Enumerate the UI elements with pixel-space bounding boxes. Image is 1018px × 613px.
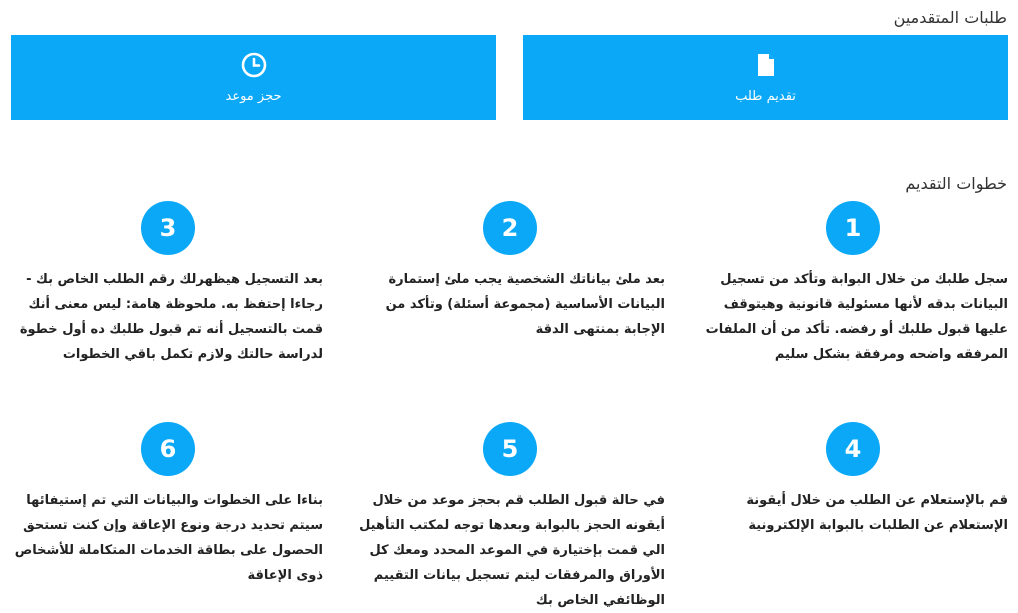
- step-description: بعد التسجيل هيظهرلك رقم الطلب الخاص بك - رجاءا إحتفظ به. ملحوظة هامة: ليس معنى أنك قمت بالتسجيل أنه تم قبول طلبك ده أول خطوة لدراسة حالتك ولازم تكمل باقي الخطوات: [19, 272, 323, 362]
- step-card: [698, 201, 1008, 367]
- step-description: بناءا على الخطوات والبيانات التي تم إستيفائها سيتم تحديد درجة ونوع الإعاقة وإن كنت تستحق الحصول على بطاقة الخدمات المتكاملة للأشخاص ذوى الإعاقة: [14, 493, 323, 583]
- step-number-badge: 1: [826, 201, 880, 255]
- step-card: [13, 201, 323, 367]
- submit-application-button[interactable]: [523, 35, 1008, 120]
- step-number-badge: 5: [483, 422, 537, 476]
- document-icon: [757, 51, 775, 79]
- step-description: سجل طلبك من خلال البوابة وتأكد من تسجيل البيانات بدقه لأنها مسئولية قانونية وهيتوقف عليها قبول طلبك أو رفضه. تأكد من أن الملفات المرفقه واضحه ومرفقة بشكل سليم: [705, 272, 1008, 362]
- step-description: بعد ملئ بياناتك الشخصية يجب ملئ إستمارة البيانات الأساسية (مجموعة أسئلة) وتأكد من الإجابة بمنتهى الدقة: [385, 272, 665, 337]
- book-appointment-button[interactable]: [11, 35, 496, 120]
- step-card: [698, 422, 1008, 538]
- section-title-applicants: طلبات المتقدمين: [893, 8, 1007, 27]
- section-title-steps: خطوات التقديم: [905, 174, 1007, 193]
- step-number-badge: 3: [141, 201, 195, 255]
- step-number-badge: 4: [826, 422, 880, 476]
- submit-application-label: تقديم طلب: [735, 89, 796, 104]
- step-description: في حالة قبول الطلب قم بحجز موعد من خلال أيقونه الحجز بالبوابة وبعدها توجه لمكتب التأهيل الي قمت بإختيارة في الموعد المحدد ومعك كل الأوراق والمرفقات ليتم تسجيل بيانات التقييم الوظائفي الخاص بك: [359, 493, 665, 608]
- step-number-badge: 6: [141, 422, 195, 476]
- step-card: [13, 422, 323, 588]
- step-card: [355, 422, 665, 613]
- book-appointment-label: حجز موعد: [225, 89, 282, 104]
- step-description: قم بالإستعلام عن الطلب من خلال أيقونة الإستعلام عن الطلبات بالبوابة الإلكترونية: [746, 493, 1008, 533]
- clock-icon: [241, 51, 267, 79]
- step-card: [355, 201, 665, 342]
- step-number-badge: 2: [483, 201, 537, 255]
